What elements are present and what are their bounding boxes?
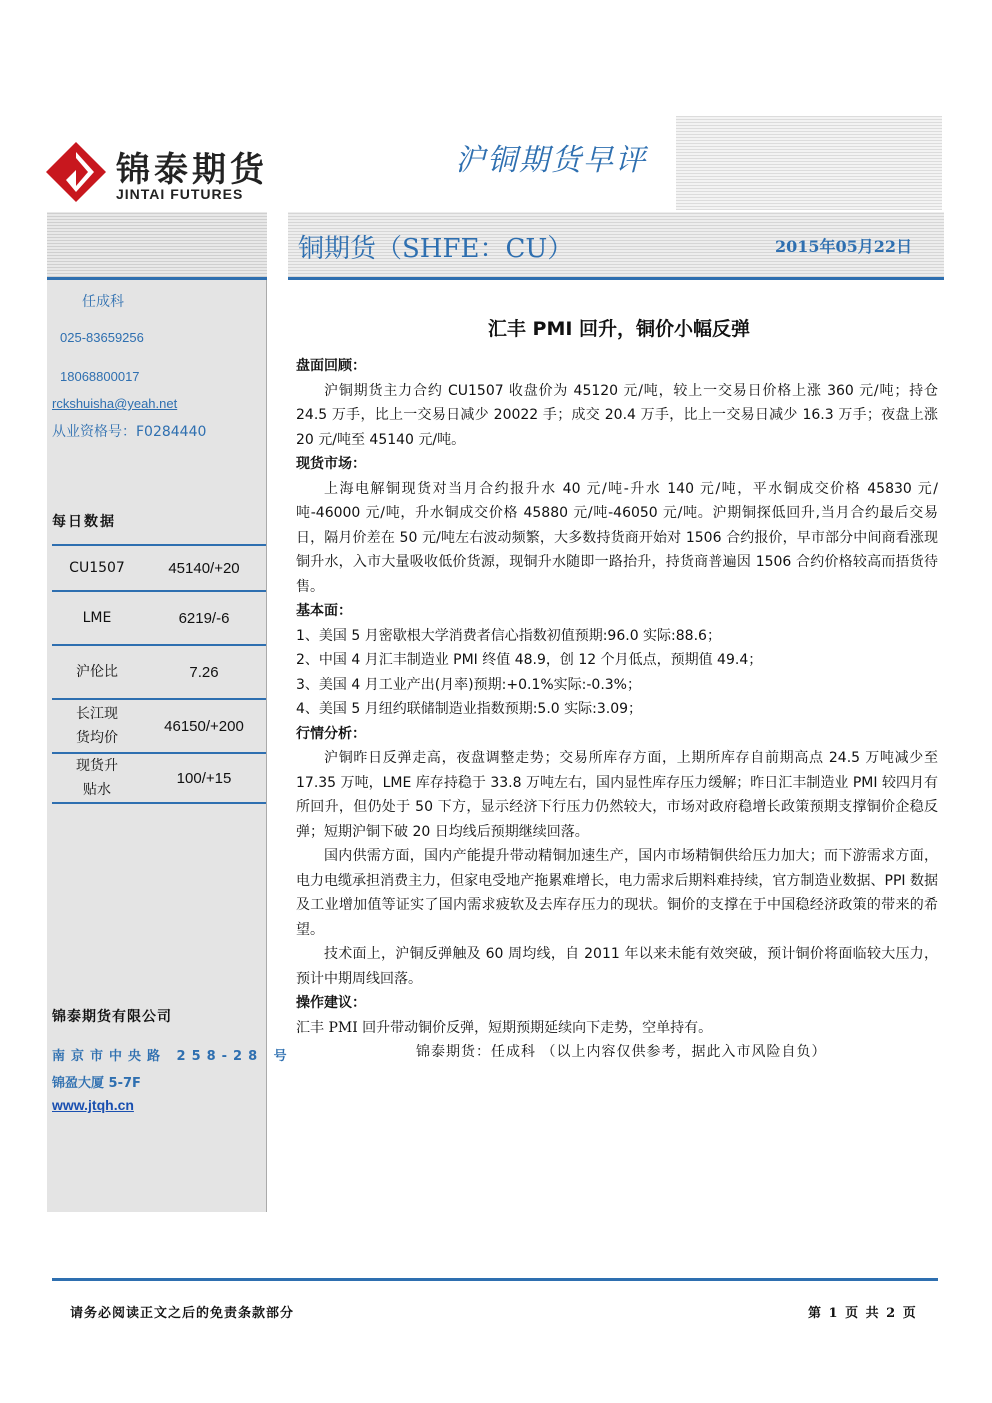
row-key: CU1507 — [69, 560, 125, 576]
sidebar-header-band — [47, 212, 267, 277]
list-item: 1、美国 5 月密歇根大学消费者信心指数初值预期:96.0 实际:88.6； — [296, 627, 721, 644]
row-key: 长江现货均价 — [76, 706, 118, 746]
row-value: 6219/-6 — [178, 609, 230, 627]
row-value: 46150/+200 — [164, 717, 244, 735]
table-row — [52, 752, 266, 804]
signature-disclaimer: 锦泰期货：任成科 （以上内容仅供参考，据此入市风险自负） — [416, 1044, 827, 1060]
spot-paragraph: 上海电解铜现货对当月合约报升水 40 元/吨-升水 140 元/吨，平水铜成交价格 45830 元/吨-46000 元/吨，升水铜成交价格 45880 元/吨-46050 元/吨。沪期铜探低回升,当月合约最后交易日，隔月价差在 50 元/吨左右波动频繁，大多数持货商开始对 1506 合约报价，早市部分中间商看涨现铜升水，入市大量吸收低价货源，现铜升水随即一路抬升，持货商普遍因 1506 合约价格较高而捂货待售。 — [296, 480, 938, 595]
row-value: 100/+15 — [176, 769, 232, 787]
daily-data-title: 每日数据 — [52, 514, 116, 530]
row-key: 现货升贴水 — [76, 758, 118, 798]
section-title-review: 盘面回顾： — [296, 358, 366, 374]
title-band — [676, 116, 942, 210]
section-title-spot: 现货市场： — [296, 456, 366, 472]
daily-data-table — [52, 544, 266, 804]
product-title: 铜期货（SHFE：CU） — [298, 234, 574, 264]
table-row — [52, 590, 266, 644]
phone-office: 025-83659256 — [60, 330, 144, 345]
email-link[interactable]: rckshuisha@yeah.net — [52, 396, 178, 411]
analysis-paragraph: 技术面上，沪铜反弹触及 60 周均线，自 2011 年以来未能有效突破，预计铜价将面临较大压力，预计中期周线回落。 — [296, 946, 938, 987]
list-item: 2、中国 4 月汇丰制造业 PMI 终值 48.9，创 12 个月低点，预期值 49.4； — [296, 652, 763, 668]
logo-chinese-name: 锦泰期货 — [116, 150, 268, 190]
table-row — [52, 544, 266, 590]
advice-text: 汇丰 PMI 回升带动铜价反弹，短期预期延续向下走势，空单持有。 — [296, 1019, 713, 1036]
table-row — [52, 698, 266, 752]
section-title-advice: 操作建议： — [296, 995, 366, 1011]
jintai-logo-icon — [44, 140, 108, 204]
company-name: 锦泰期货有限公司 — [52, 1009, 172, 1025]
sidebar-divider — [47, 277, 267, 280]
analysis-paragraph: 沪铜昨日反弹走高，夜盘调整走势；交易所库存方面，上期所库存自前期高点 24.5 万吨减少至 17.35 万吨，LME 库存持稳于 33.8 万吨左右，国内显性库存压力缓解；昨日汇丰制造业 PMI 较四月有所回升，但仍处于 50 下方，显示经济下行压力仍然较大，市场对政府稳增长政策预期支撑铜价企稳反弹；短期沪铜下破 20 日均线后预期继续回落。 — [296, 750, 938, 840]
list-item: 4、美国 5 月纽约联储制造业指数预期:5.0 实际:3.09； — [296, 701, 643, 717]
section-title-analysis: 行情分析： — [296, 725, 366, 742]
section-title-fundamentals: 基本面： — [296, 603, 352, 619]
article-body — [296, 354, 938, 1065]
product-header-divider — [288, 277, 944, 280]
analyst-name: 任成科 — [82, 294, 124, 310]
report-title: 沪铜期货早评 — [455, 143, 647, 178]
website-link[interactable]: www.jtqh.cn — [52, 1097, 134, 1113]
table-row — [52, 644, 266, 698]
company-address-line1: 南京市中央路 258-28 号 — [52, 1049, 293, 1064]
row-key: 沪伦比 — [76, 664, 118, 680]
company-logo — [44, 140, 274, 210]
review-paragraph: 沪铜期货主力合约 CU1507 收盘价为 45120 元/吨，较上一交易日价格上涨 360 元/吨；持仓 24.5 万手，比上一交易日减少 20022 手；成交 20.4 万手，比上一交易日减少 16.3 万手；夜盘上涨 20 元/吨至 45140 元/吨。 — [296, 382, 938, 448]
row-value: 7.26 — [189, 663, 219, 681]
list-item: 3、美国 4 月工业产出(月率)预期:+0.1%实际:-0.3%； — [296, 676, 641, 693]
row-key: LME — [82, 610, 112, 626]
company-address-line2: 锦盈大厦 5-7F — [52, 1076, 141, 1091]
analysis-paragraph: 国内供需方面，国内产能提升带动精铜加速生产，国内市场精铜供给压力加大；而下游需求方面，电力电缆承担消费主力，但家电受地产拖累难增长，电力需求后期料难持续，官方制造业数据、PPI 数据及工业增加值等证实了国内需求疲软及去库存压力的现状。铜价的支撑在于中国稳经济政策的带来的希望。 — [296, 848, 938, 938]
license-number: 从业资格号：F0284440 — [52, 424, 207, 440]
footer-disclaimer: 请务必阅读正文之后的免责条款部分 — [70, 1306, 295, 1321]
phone-mobile: 18068800017 — [60, 369, 140, 384]
report-date: 2015年05月22日 — [775, 237, 913, 256]
row-value: 45140/+20 — [168, 559, 240, 577]
article-headline: 汇丰 PMI 回升，铜价小幅反弹 — [487, 318, 751, 340]
page-number: 第 1 页 共 2 页 — [808, 1306, 916, 1321]
footer-divider — [52, 1278, 938, 1281]
logo-english-name: JINTAI FUTURES — [116, 186, 244, 202]
